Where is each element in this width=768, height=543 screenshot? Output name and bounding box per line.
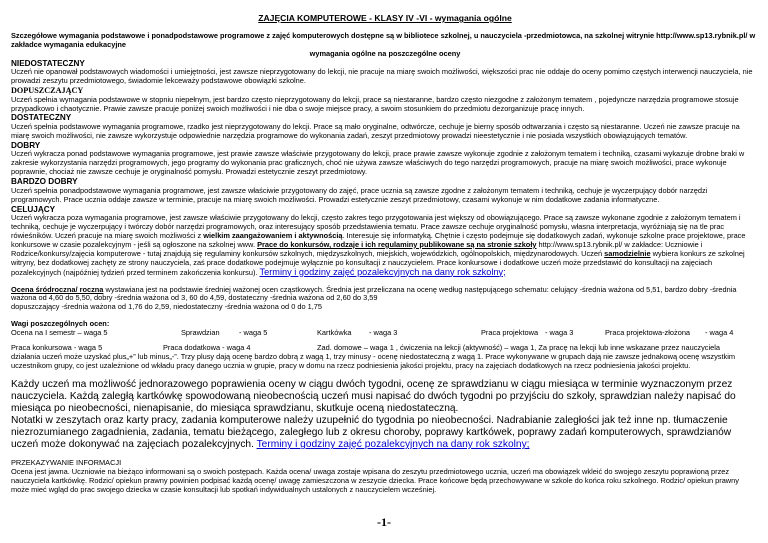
intro-paragraph: Szczegółowe wymagania podstawowe i ponadpodstawowe programowe z zajęć komputerowych dostępne są w bibliotece szkolnej, u nauczyciela -przedmiotowca, na szkolnej witrynie http://www.sp13.rybnik.pl/ w zakładce wymagania edukacyjne xyxy=(11,30,756,49)
weights-table-row2: Praca konkursowa - waga 5 Praca dodatkowa - waga 4 Zad. domowe – waga 1 , ćwiczenia na lekcji (aktywność) – waga 1, Za pracę na lekcji lub inne wskazane przez nauczyciela xyxy=(11,343,720,353)
correction-rules: Każdy uczeń ma możliwość jednorazowego poprawienia oceny w ciągu dwóch tygodni, ocenę ze sprawdzianu w ciągu miesiąca w terminie wyznaczonym przez nauczyciela. Każdą zaległą kartkówkę spowodowaną nieobecnością uczeń musi napisać do dwóch tygodni po przyjściu do szkoły, sprawdzian należy napisać do miesiąca po nieobecności, nienapisanie, do miesiąca sprawdzianu, skutkuje oceną niedostateczną. xyxy=(11,378,736,414)
weights-header: Wagi poszczególnych ocen: xyxy=(11,319,110,329)
document-page xyxy=(11,0,759,495)
grade-text: Uczeń spełnia ponadpodstawowe wymagania programowe, jest zawsze właściwie przygotowany do zajęć, prace ucznia są zawsze zgodne z założonym tematem i techniką, cechuje je wyczerpujący dobór narzędzi programowych. Prace ucznia oddaje zawsze w terminie, pracuje na miarę swoich możliwości. Prowadzi estetycznie zeszyt przedmiotowy, czasami wykonuje w nim dodatkowe zadania informatyczne. xyxy=(11,185,708,204)
schedule-link[interactable]: Terminy i godziny zajęć pozalekcyjnych na dany rok szkolny; xyxy=(259,266,506,277)
grade-text: Uczeń spełnia wymagania podstawowe w stopniu niepełnym, jest bardzo często nieprzygotowany do lekcji, prace są niestaranne, bardzo często niezgodne z założonym tematem , pojedyncze narzędzia programowe stosuje przypadkowo i chaotycznie. Prawie zawsze pracuje poniżej swoich możliwości i nie dba o swoje miejsce pracy, a swoim stosunkiem do przedmiotu dezorganizuje pracę innych. xyxy=(11,94,739,113)
subtitle: wymagania ogólne na poszczególne oceny xyxy=(309,48,461,58)
semester-grade-label: Ocena śródroczna/ roczna xyxy=(11,284,104,294)
schedule-link-2[interactable]: Terminy i godziny zajęć pozalekcyjnych na dany rok szkolny; xyxy=(256,439,530,451)
grade-text: Uczeń wykracza ponad podstawowe wymagania programowe, jest prawie zawsze właściwie przygotowany do lekcji, prace prawie zawsze wykonuje zgodnie z założonym tematem i techniką, czasami wykazuje drobne braki w zakresie wykorzystania narzędzi programowych, jego programy do wykonania prac graficznych, choć nie używa zawsze właściwych do tego narzędzi programowych, pracuje na miarę swoich możliwości, prace wykonuje poprawnie, chociaż nie zawsze cechuje je oryginalność pomysłu. Prowadzi estetycznie zeszyt przedmiotowy. xyxy=(11,149,745,177)
info-text: Ocena jest jawna. Uczniowie na bieżąco informowani są o swoich postępach. Każda ocena/ uwaga zostaje wpisana do zeszytu przedmiotowego ucznia, uczeń ma obowiązek wkleić do swojego zeszytu poprawioną przez nauczyciela kartkówkę. Rodzic/ opiekun prawny powinien podpisać każdą ocenę/ uwagę zamieszczona w zeszycie dziecka. Prace końcowe będą przechowywane w szkole do końca roku szkolnego. Rodzic/ opiekun prawny może mieć wgląd do prac swojego dziecka w czasie konsultacji lub spotkań indywidualnych ustalonych z nauczycielem wcześniej. xyxy=(11,467,739,495)
weights-table: Ocena na I semestr – waga 5 Sprawdzian - waga 5 Kartkówka - waga 3 Praca projektowa - waga 3 Praca projektowa-złożona - waga 4 xyxy=(11,328,734,338)
grade-niedostateczny xyxy=(11,59,759,86)
grade-text: Uczeń wykracza poza wymagania programowe, jest zawsze właściwie przygotowany do lekcji, często zakres tego przygotowania jest większy od obowiązującego. Prace są zawsze wykonane zgodnie z założonym tematem i techniką, cechuje je wyczerpujący i twórczy dobór narzędzi programowych, oraz interesujący sposób przedstawienia tematu. Prace zawsze cechuje oryginalność pomysłu, własna interpretacja, wyróżniają się na tle prac rówieśników. Uczeń pracuje na miarę swoich możliwości z wielkim zaangażowaniem i aktywnością. Interesuje się informatyką. Chętnie i często podejmuje się dodatkowych zadań, wykonuje szkolne prace projektowe, prace konkursowe w czasie pozalekcyjnym - jeśli są ogłoszone na szkolnej www. Prace do konkursów, rodzaje i ich regulaminy publikowane są na stronie szkoły http://www.sp13.rybnik.pl/ w zakładce: Uczniowie i Rodzice/konkursy/zajęcia komputerowe - tutaj znajdują się regulaminy konkursów szkolnych, międzyszkolnych, miejskich, wojewódzkich, ogólnopolskich, międzynarodowych. Uczeń samodzielnie wybiera konkurs ze szkolnej witryny, bez dodatkowej zachęty ze strony nauczyciela, zaś prace dodatkowe podejmuje wyłącznie po konsultacji z nauczycielem. Prace konkursowe i dodatkowe uczeń może przedstawić do konsultacji na zajęciach pozalekcyjnych (najpóźniej tydzień przed terminem zakończenia konkursu). Terminy i godziny zajęć pozalekcyjnych na dany rok szkolny; xyxy=(11,213,746,277)
absence-rules: Notatki w zeszytach oraz karty pracy, zadania komputerowe należy uzupełnić do tygodnia po nieobecności. Nadrabianie zaległości jak też inne np. tłumaczenie niezrozumianego zagadnienia, zadania, tematu bieżącego, zaległego lub z okresu choroby, poprawy kartkówek, poprawy zadań komputerowych, sprawdzianów uczeń może dokonywać na zajęciach pozalekcyjnych. Terminy i godziny zajęć pozalekcyjnych na dany rok szkolny; xyxy=(11,415,732,451)
semester-grade-paragraph: Ocena śródroczna/ roczna wystawiana jest na podstawie średniej ważonej ocen cząstkowych. Średnia jest przeliczana na ocenę według następującego schematu: celujący -średnia ważona od 5,51, bardzo dobry -średnia ważona od 4,60 do 5,50, dobry -średnia ważona od 3, 60 do 4,59, dostateczny -średnia ważona od 2,60 do 3,59 xyxy=(11,284,737,303)
grade-dopuszczajacy xyxy=(11,86,759,113)
grade-heading: DOSTATECZNY xyxy=(11,113,72,123)
grade-heading: BARDZO DOBRY xyxy=(11,177,78,187)
info-header: PRZEKAZYWANIE INFORMACJI xyxy=(11,458,122,468)
grade-dostateczny xyxy=(11,113,759,140)
grade-text: Uczeń spełnia podstawowe wymagania programowe, rzadko jest nieprzygotowany do lekcji. Prace są mało oryginalne, odtwórcze, cechuje je bierny sposób odtwarzania i często są niestaranne. Uczeń nie zawsze pracuje na miarę swoich możliwości, nie zawsze wykorzystuje odpowiednie narzędzia programowe do wykonania zadań, zeszyt przedmiotowy prowadzi nieestetycznie i nie posiada wszystkich obowiązujących tematów. xyxy=(11,122,740,140)
grade-heading: NIEDOSTATECZNY xyxy=(11,58,85,68)
grade-bardzo-dobry xyxy=(11,177,759,204)
grade-heading: DOPUSZCZAJĄCY xyxy=(11,86,84,96)
document-title: ZAJĘCIA KOMPUTEROWE - KLASY IV -VI - wymagania ogólne xyxy=(258,13,512,23)
semester-grade-line2: dopuszczający -średnia ważona od 1,76 do 2,59, niedostateczny -średnia ważona od 0 do 1,75 xyxy=(11,302,323,312)
grade-heading: DOBRY xyxy=(11,140,41,150)
weights-text: działania uczeń może uzyskać plus„+” lub minus„-”. Trzy plusy dają ocenę bardzo dobrą z wagą 1, trzy minusy - ocenę niedostateczną z wagą 1. Prace wykonywane w grupach dają nie zawsze jednakową ocenę wszystkim uczestnikom grupy, co jest uzależnione od wkładu pracy danego ucznia w grupie, pracy w domu na rzecz podniesienia jakości projektu, pracy na zajęciach dodatkowych na rzecz podniesienia jakości projektu. xyxy=(11,351,736,370)
grade-heading: CELUJĄCY xyxy=(11,204,56,214)
page-number: -1- xyxy=(377,515,391,529)
grade-celujacy xyxy=(11,205,759,278)
grade-text: Uczeń nie opanował podstawowych wiadomości i umiejętności, jest zawsze nieprzygotowany do lekcji, nie pracuje na miarę swoich możliwości, większości prac nie oddaje do oceny pomimo częstych interwencji nauczyciela, nie prowadzi zeszytu przedmiotowego, świadomie lekceważy podstawowe obowiązki szkolne. xyxy=(11,67,753,86)
grade-dobry xyxy=(11,141,759,177)
